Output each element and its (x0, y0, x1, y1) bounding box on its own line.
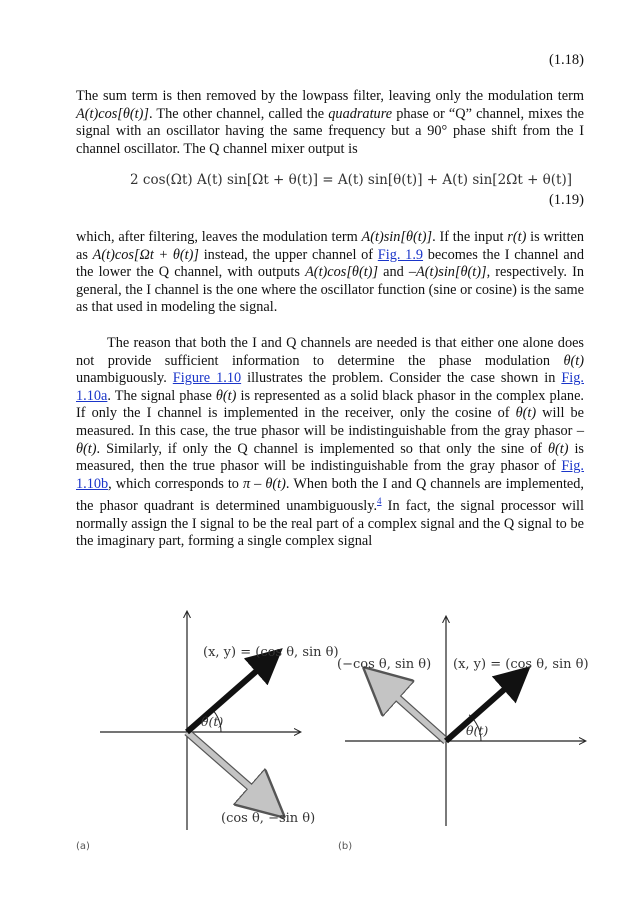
link-figure-1-10[interactable]: Figure 1.10 (172, 370, 242, 387)
panel-b-gray-label: (−cos θ, sin θ) (337, 657, 432, 672)
equation-1-19: 2 cos(Ωt) A(t) sin[Ωt + θ(t)] = A(t) sin[θ(t)] + A(t) sin[2Ωt + θ(t)] (130, 172, 573, 188)
panel-a-label: (a) (76, 841, 90, 852)
equation-number-1-18: (1.18) (548, 52, 584, 68)
panel-b-diagram (337, 617, 589, 852)
paragraph-2: which, after filtering, leaves the modulation term A(t)sin[θ(t)]. If the input r(t) is written as A(t)cos[Ωt + θ(t)] instead, the upper channel of Fig. 1.9 becomes the I channel and the lower the Q channel, with outputs A(t)cos[θ(t)] and –A(t)sin[θ(t)], respectively. In general, the I channel is the one where the oscillator function (sine or cosine) is the same as that used in modeling the signal. (76, 229, 585, 316)
panel-b-true-label: (x, y) = (cos θ, sin θ) (453, 657, 589, 672)
paragraph-3: The reason that both the I and Q channels are needed is that either one alone does not provide sufficient information to determine the phase modulation θ(t) unambiguously. Figure 1.10 illustrates the problem. Consider the case shown in Fig. 1.10a. The signal phase θ(t) is represented as a solid black phasor in the complex plane. If only the I channel is implemented in the receiver, only the cosine of θ(t) will be measured. In this case, the true phasor will be indistinguishable from the gray phasor –θ(t). Similarly, if only the Q channel is implemented so that only the sine of θ(t) is measured, then the true phasor will be indistinguishable from the gray phasor of Fig. 1.10b, which corresponds to π – θ(t). When both the I and Q channels are implemented, the phasor quadrant is determined unambiguously.$^4$ In fact, the signal processor will normally assign the I signal to be the real part of a complex signal and the Q signal to be the imaginary part, forming a single complex signal (76, 335, 585, 550)
equation-number-1-19: (1.19) (548, 192, 584, 208)
link-fig-1-9[interactable]: Fig. 1.9 (377, 246, 424, 263)
panel-a-gray-label: (cos θ, −sin θ) (221, 811, 316, 826)
panel-a-gray-phasor-fill (187, 732, 276, 810)
footnote-link-4[interactable]: 4 (377, 496, 382, 507)
panel-a-true-label: (x, y) = (cos θ, sin θ) (203, 645, 339, 660)
math-term: A(t)cos[θ(t)] (76, 105, 149, 122)
link-fig-1-10b[interactable]: Fig. 1.10b (76, 458, 584, 492)
panel-b-gray-phasor-fill (372, 675, 446, 741)
panel-a-angle-label: θ(t) (201, 714, 224, 729)
panel-b-label: (b) (338, 841, 353, 852)
link-fig-1-10a[interactable]: Fig. 1.10a (76, 370, 584, 404)
panel-a-diagram (76, 612, 339, 852)
panel-b-angle-label: θ(t) (466, 723, 489, 738)
emphasis-quadrature: quadrature (328, 105, 393, 122)
paragraph-1: The sum term is then removed by the lowpass filter, leaving only the modulation term A(t)cos[θ(t)]. The other channel, called the quadrature phase or “Q” channel, mixes the signal with an oscillator having the same frequency but a 90° phase shift from the I channel oscillator. The Q channel mixer output is (76, 88, 584, 157)
